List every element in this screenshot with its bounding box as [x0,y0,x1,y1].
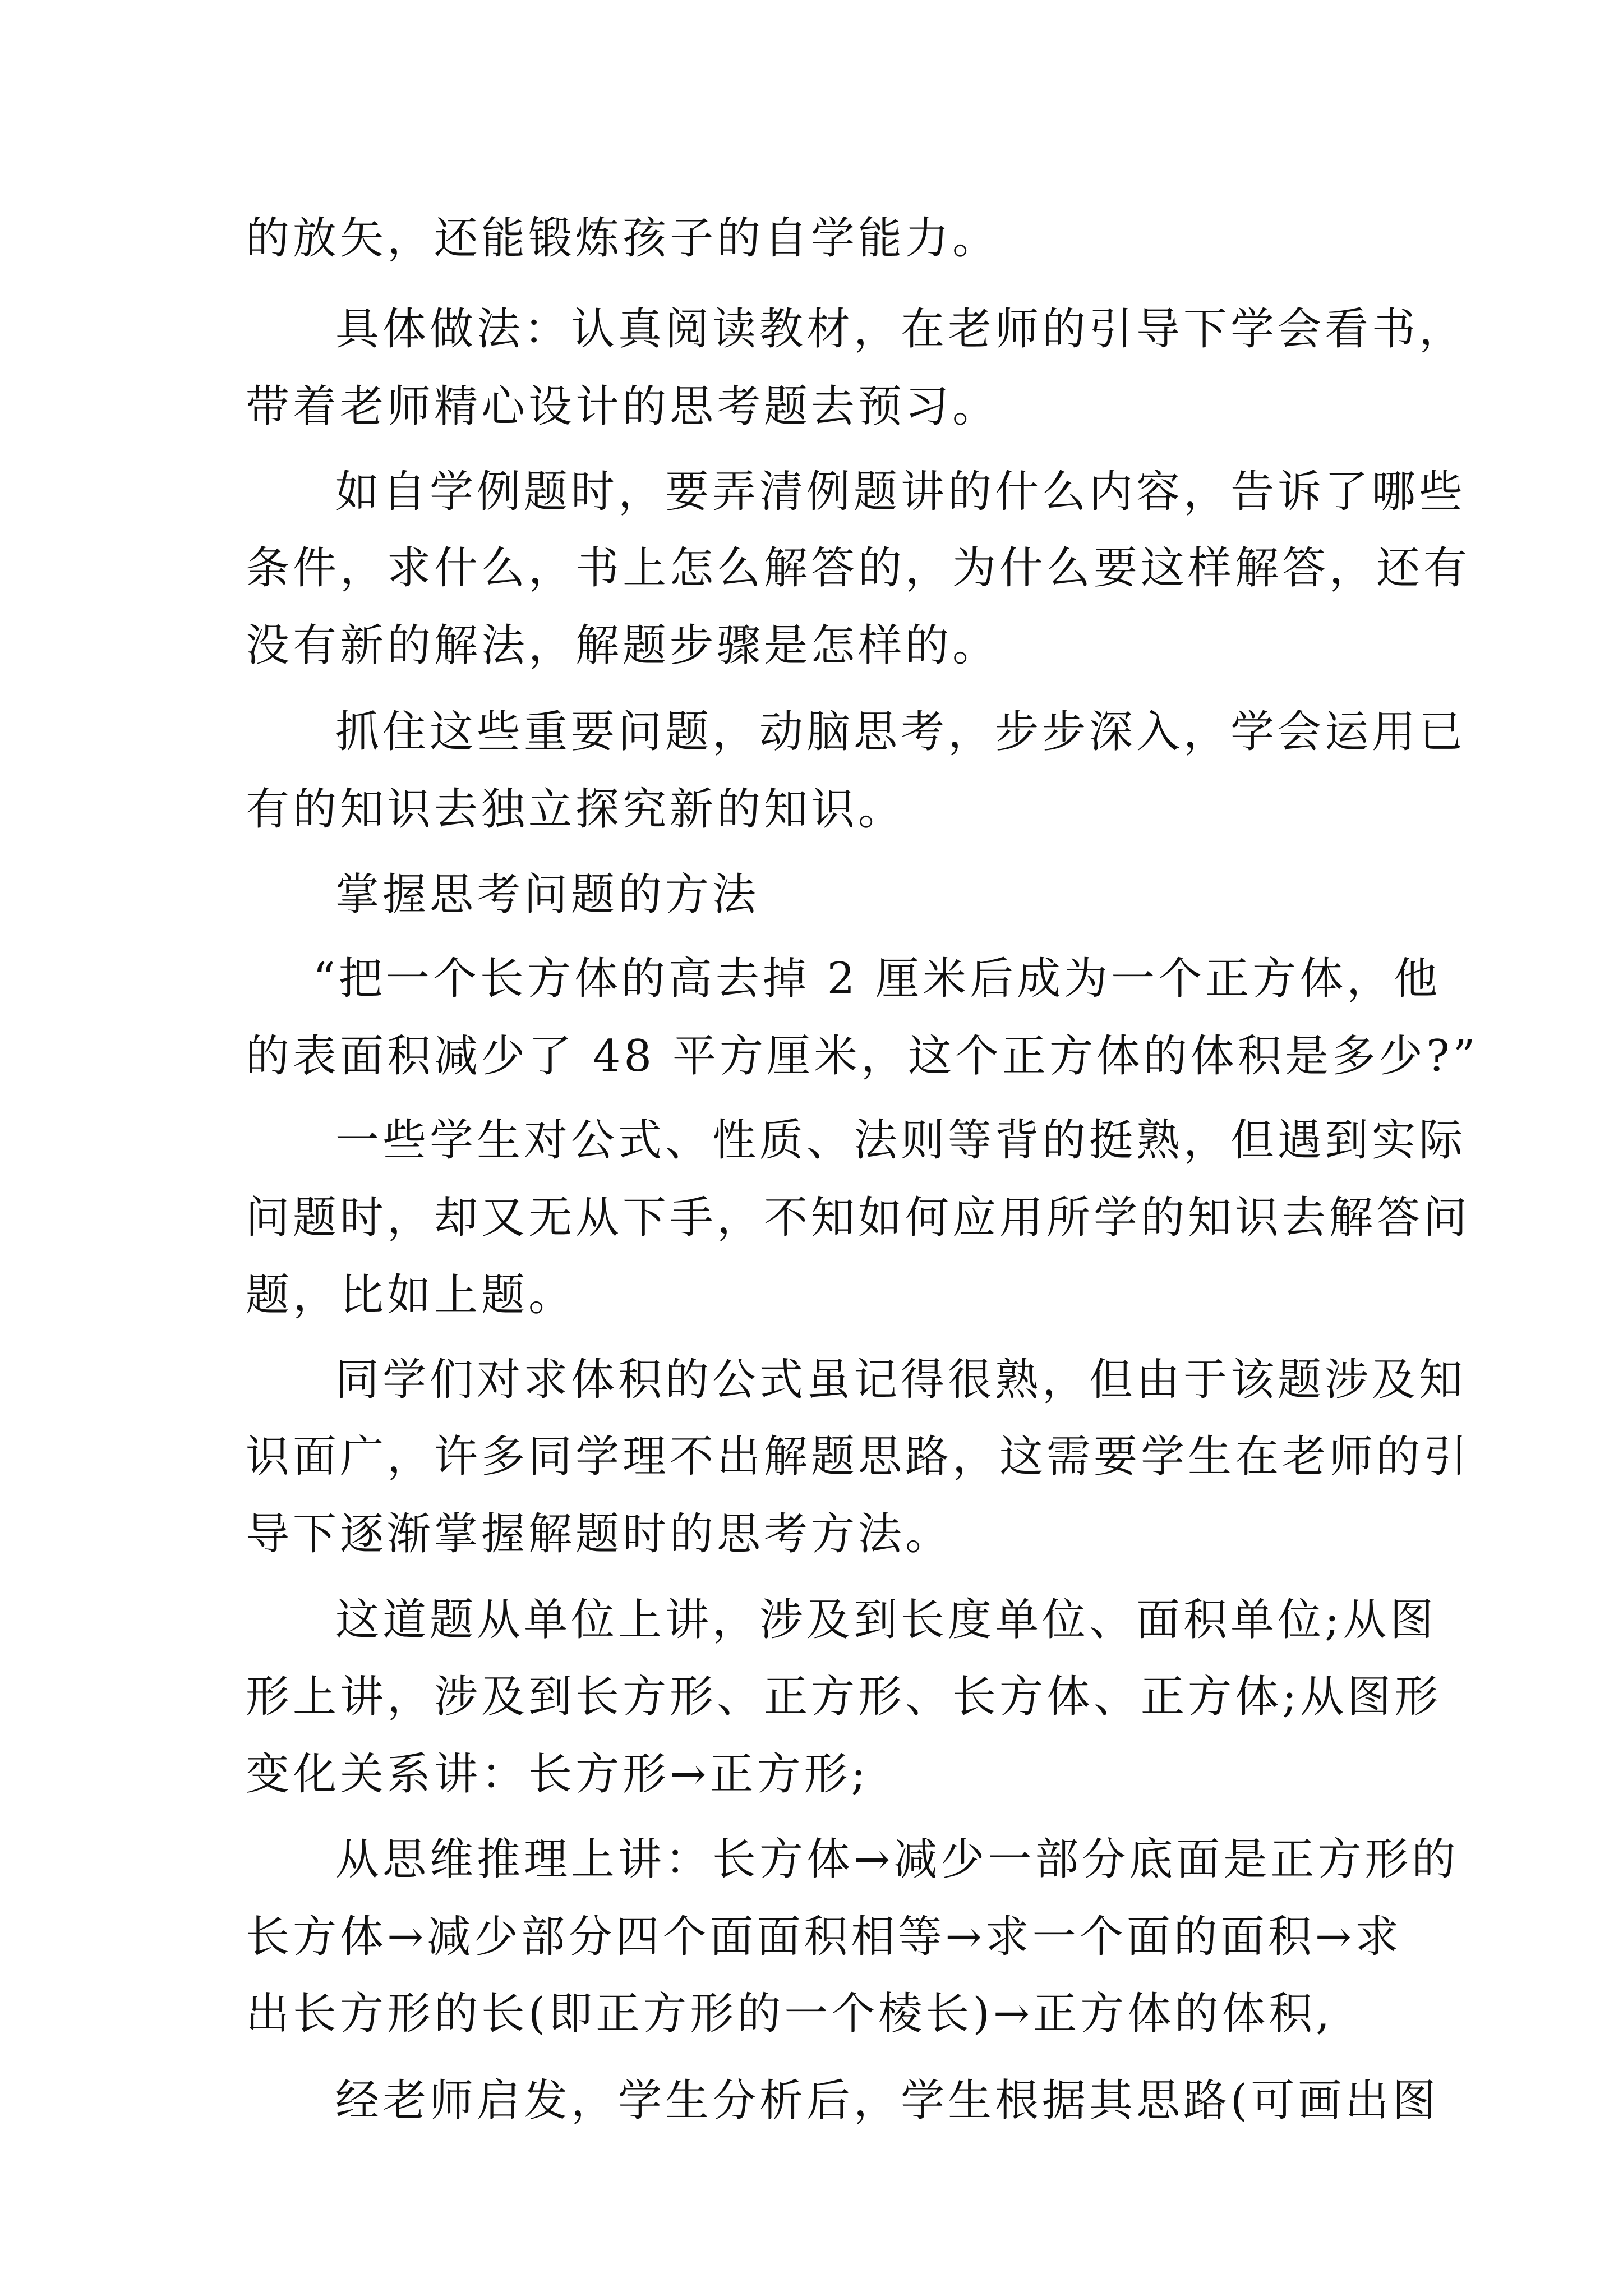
text-line: 导下逐渐掌握解题时的思考方法。 [246,1509,953,1559]
text-line: 变化关系讲：长方形→正方形; [246,1749,869,1800]
text-line: 如自学例题时，要弄清例题讲的什么内容，告诉了哪些 [335,467,1467,517]
text-line: 题，比如上题。 [246,1270,576,1320]
text-line: 这道题从单位上讲，涉及到长度单位、面积单位;从图 [335,1595,1437,1645]
text-line: “把一个长方体的高去掉 2 厘米后成为一个正方体，他 [313,954,1441,1004]
text-line: 问题时，却又无从下手，不知如何应用所学的知识去解答问 [246,1193,1471,1243]
text-line: 形上讲，涉及到长方形、正方形、长方体、正方体;从图形 [246,1672,1442,1722]
section-heading: 掌握思考问题的方法 [335,869,760,920]
text-line: 条件，求什么，书上怎么解答的，为什么要这样解答，还有 [246,543,1471,593]
text-line: 出长方形的长(即正方形的一个棱长)→正方体的体积, [246,1989,1334,2039]
text-line: 一些学生对公式、性质、法则等背的挺熟，但遇到实际 [335,1115,1467,1166]
text-line: 识面广，许多同学理不出解题思路，这需要学生在老师的引 [246,1432,1471,1482]
text-line: 具体做法：认真阅读教材，在老师的引导下学会看书， [335,304,1467,355]
text-line: 经老师启发，学生分析后，学生根据其思路(可画出图 [335,2076,1440,2126]
text-line: 同学们对求体积的公式虽记得很熟，但由于该题涉及知 [335,1355,1467,1405]
text-line: 有的知识去独立探究新的知识。 [246,784,906,835]
text-line: 长方体→减少部分四个面面积相等→求一个面的面积→求 [246,1912,1403,1962]
text-line: 的表面积减少了 48 平方厘米，这个正方体的体积是多少?” [246,1031,1479,1082]
text-line: 从思维推理上讲：长方体→减少一部分底面是正方形的 [335,1834,1459,1885]
text-line: 带着老师精心设计的思考题去预习。 [246,381,1000,432]
text-line: 的放矢，还能锻炼孩子的自学能力。 [246,213,1000,264]
text-line: 没有新的解法，解题步骤是怎样的。 [246,620,1000,671]
text-line: 抓住这些重要问题，动脑思考，步步深入，学会运用已 [335,707,1467,757]
